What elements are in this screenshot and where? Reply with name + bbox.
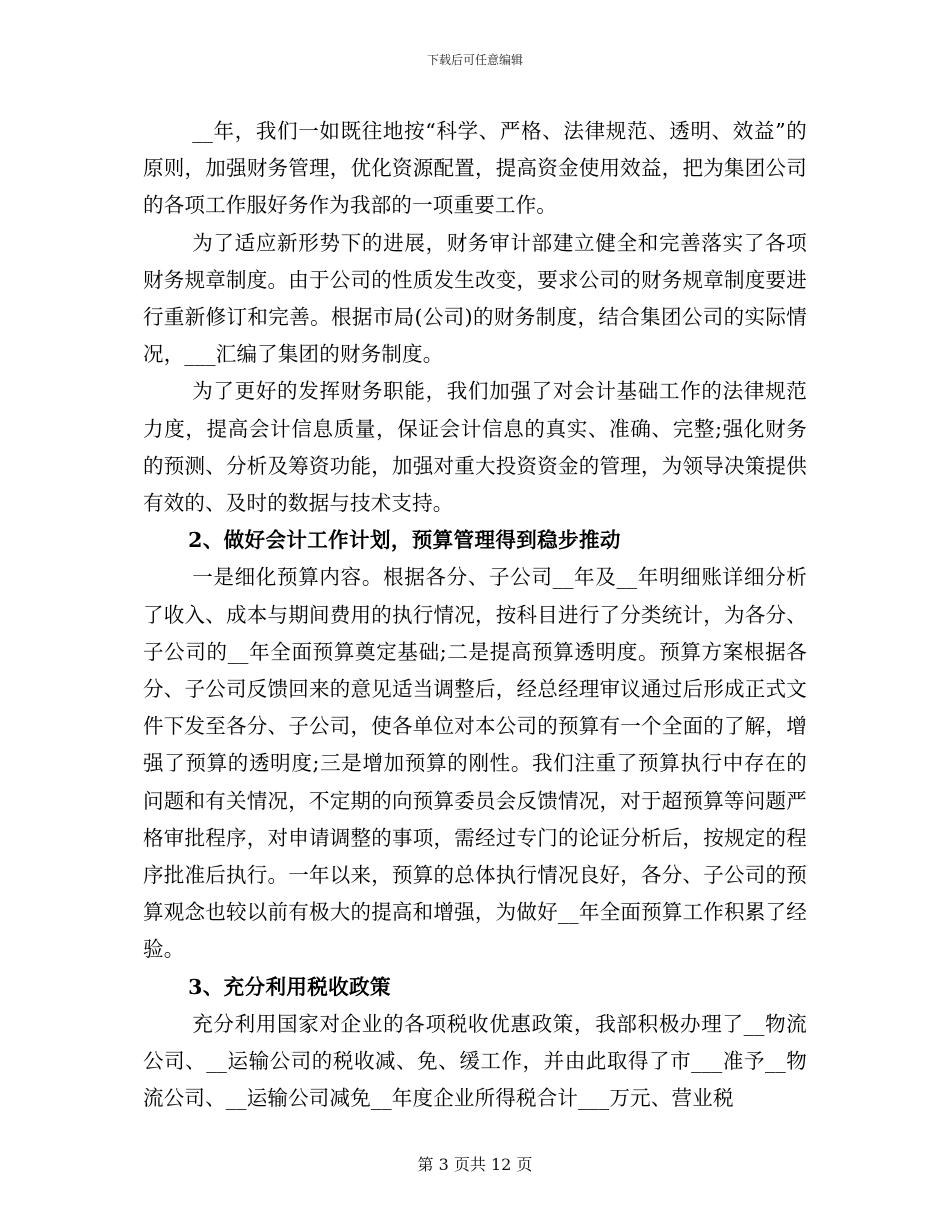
paragraph-tax-policy: 充分利用国家对企业的各项税收优惠政策，我部积极办理了__物流公司、__运输公司的税收减、免、缓工作，并由此取得了市___准予__物流公司、__运输公司减免__年度企业所得税合计___万元、营业税 [143, 1011, 807, 1111]
document-body [143, 113, 807, 1117]
page-header: 下载后可任意编辑 [426, 53, 523, 67]
paragraph-intro: __年，我们一如既往地按“科学、严格、法律规范、透明、效益”的原则，加强财务管理，优化资源配置，提高资金使用效益，把为集团公司的各项工作服好务作为我部的一项重要工作。 [143, 119, 807, 218]
paragraph-regulations: 为了适应新形势下的进展，财务审计部建立健全和完善落实了各项财务规章制度。由于公司的性质发生改变，要求公司的财务规章制度要进行重新修订和完善。根据市局(公司)的财务制度，结合集团公司的实际情况，___汇编了集团的财务制度。 [143, 230, 807, 367]
paragraph-budget-management: 一是细化预算内容。根据各分、子公司__年及__年明细账详细分析了收入、成本与期间费用的执行情况，按科目进行了分类统计，为各分、子公司的__年全面预算奠定基础;二是提高预算透明度。预算方案根据各分、子公司反馈回来的意见适当调整后，经总经理审议通过后形成正式文件下发至各分、子公司，使各单位对本公司的预算有一个全面的了解，增强了预算的透明度;三是增加预算的刚性。我们注重了预算执行中存在的问题和有关情况，不定期的向预算委员会反馈情况，对于超预算等问题严格审批程序，对申请调整的事项，需经过专门的论证分析后，按规定的程序批准后执行。一年以来，预算的总体执行情况良好，各分、子公司的预算观念也较以前有极大的提高和增强，为做好__年全面预算工作积累了经验。 [143, 565, 807, 962]
section-heading-tax: 3、充分利用税收政策 [188, 974, 391, 999]
page-number: 第 3 页共 12 页 [417, 1155, 533, 1174]
paragraph-financial-functions: 为了更好的发挥财务职能，我们加强了对会计基础工作的法律规范力度，提高会计信息质量，保证会计信息的真实、准确、完整;强化财务的预测、分析及筹资功能，加强对重大投资资金的管理，为领导决策提供有效的、及时的数据与技术支持。 [143, 379, 807, 516]
section-heading-budget: 2、做好会计工作计划，预算管理得到稳步推动 [188, 528, 621, 553]
